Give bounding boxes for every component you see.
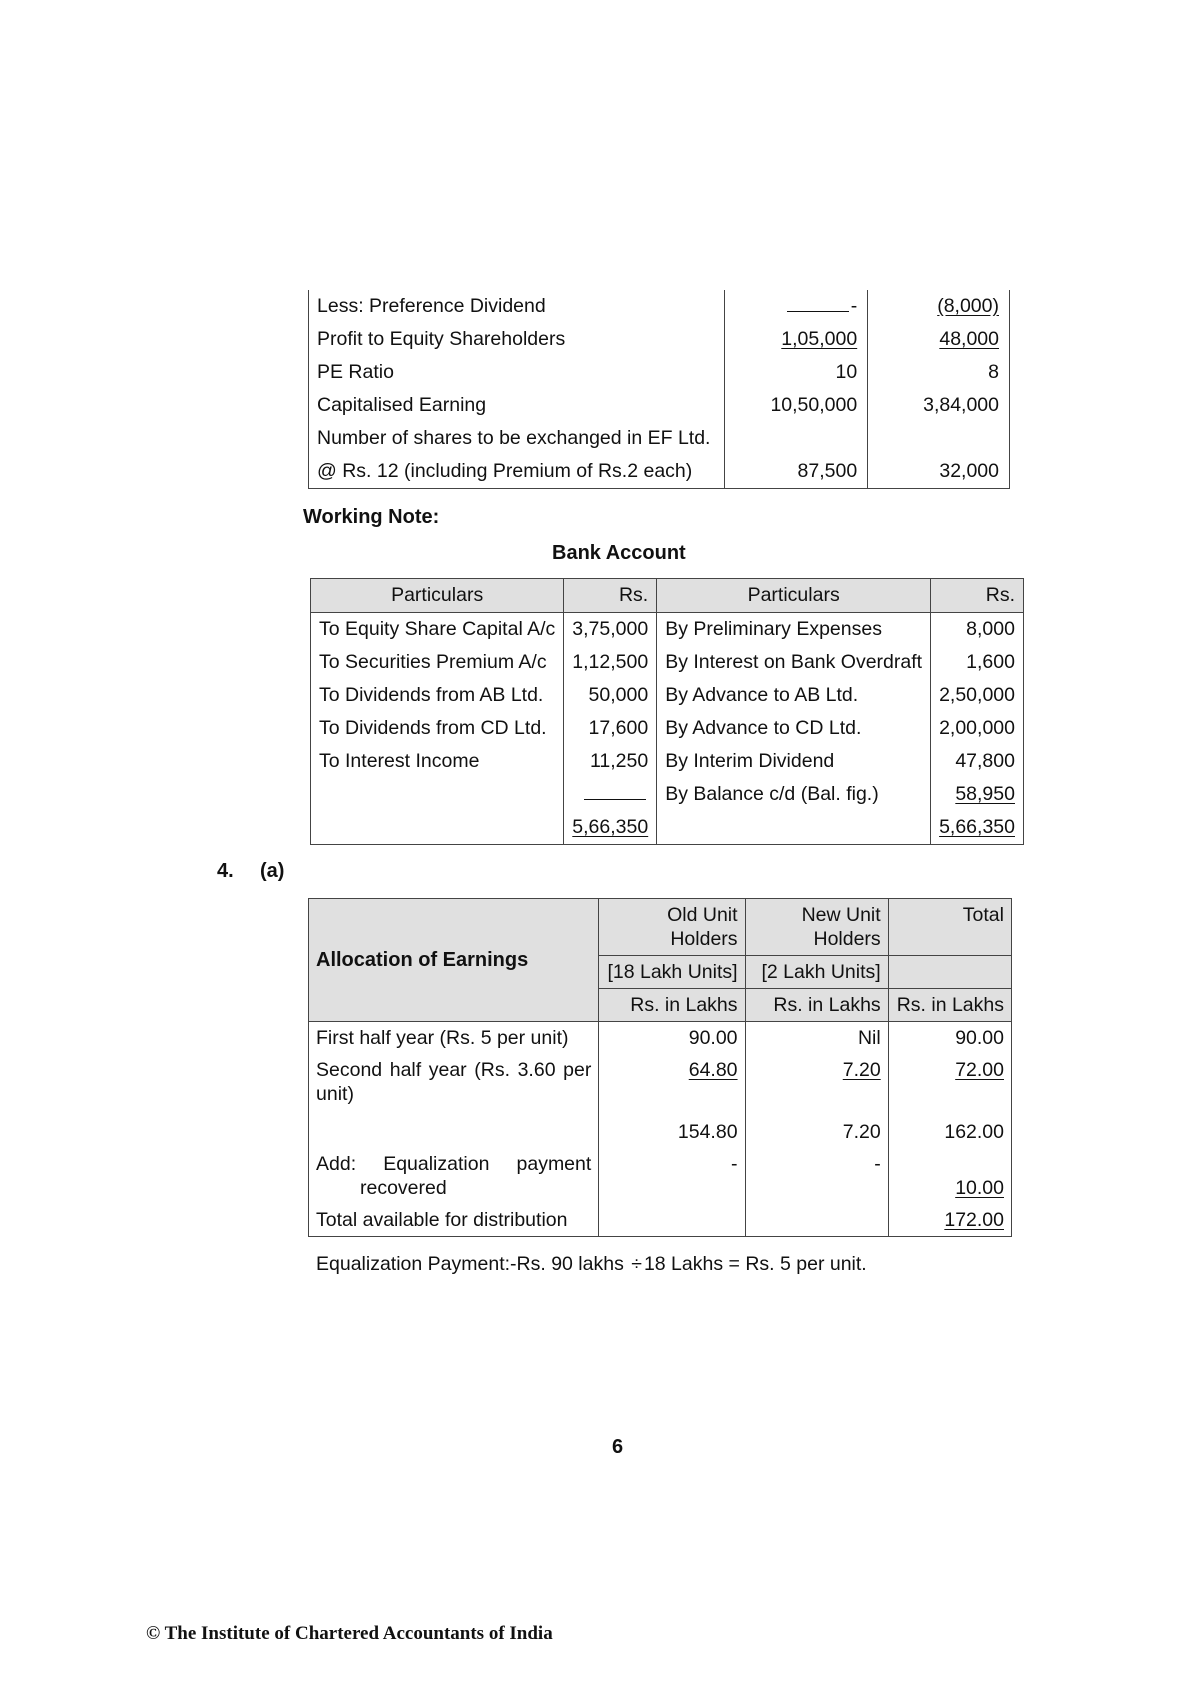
question-number: 4. xyxy=(217,860,234,882)
table-row xyxy=(309,1110,1012,1148)
equalization-note xyxy=(316,1253,867,1276)
table-row xyxy=(309,1204,1012,1237)
label-equalization: Equalization xyxy=(383,1153,490,1175)
bank-account-table xyxy=(310,578,1024,845)
cell-value: 48,000 xyxy=(868,323,1010,356)
header-new-unit-holders: New Unit Holders xyxy=(745,899,888,956)
cell: To Equity Share Capital A/c xyxy=(311,613,564,647)
unit-label-total: Rs. in Lakhs xyxy=(888,989,1011,1022)
total-right: 5,66,350 xyxy=(931,811,1024,845)
cell: 50,000 xyxy=(564,679,657,712)
cell: 3,75,000 xyxy=(564,613,657,647)
header-old-unit-holders: Old Unit Holders xyxy=(599,899,745,956)
cell: By Advance to AB Ltd. xyxy=(657,679,931,712)
cell xyxy=(311,778,564,811)
cell-value xyxy=(725,422,868,455)
table-header-row xyxy=(309,899,1012,956)
cell-total: 162.00 xyxy=(888,1110,1011,1148)
cell-old: 154.80 xyxy=(599,1110,745,1148)
cell xyxy=(564,778,657,811)
footer-copyright: © The Institute of Chartered Accountants of India xyxy=(146,1623,553,1644)
cell: 11,250 xyxy=(564,745,657,778)
label-payment: payment xyxy=(516,1153,592,1175)
cell: 8,000 xyxy=(931,613,1024,647)
cell: 2,50,000 xyxy=(931,679,1024,712)
row-label: PE Ratio xyxy=(309,356,725,389)
cell-new: 7.20 xyxy=(745,1054,888,1110)
table-row xyxy=(311,613,1024,647)
units-new: [2 Lakh Units] xyxy=(745,956,888,989)
table-row xyxy=(309,455,1010,489)
cell xyxy=(311,811,564,845)
cell: By Interim Dividend xyxy=(657,745,931,778)
cell-old: 64.80 xyxy=(599,1054,745,1110)
row-label: First half year (Rs. 5 per unit) xyxy=(309,1022,599,1055)
cell: By Advance to CD Ltd. xyxy=(657,712,931,745)
units-old: [18 Lakh Units] xyxy=(599,956,745,989)
cell-old xyxy=(599,1204,745,1237)
cell-value: 10 xyxy=(725,356,868,389)
table-row xyxy=(309,290,1010,323)
cell-value: 87,500 xyxy=(725,455,868,489)
cell xyxy=(888,956,1011,989)
page-number: 6 xyxy=(612,1436,624,1458)
cell-total: 72.00 xyxy=(888,1054,1011,1110)
cell: 1,12,500 xyxy=(564,646,657,679)
cell: 47,800 xyxy=(931,745,1024,778)
header-total: Total xyxy=(888,899,1011,956)
cell-new: 7.20 xyxy=(745,1110,888,1148)
working-note-heading: Working Note: xyxy=(303,506,440,528)
cell-value: 1,05,000 xyxy=(725,323,868,356)
table-total-row xyxy=(311,811,1024,845)
pe-ratio-table xyxy=(308,290,1010,489)
cell: 58,950 xyxy=(931,778,1024,811)
row-label: Total available for distribution xyxy=(309,1204,599,1237)
cell-value: (8,000) xyxy=(868,290,1010,323)
allocation-title: Allocation of Earnings xyxy=(309,899,599,1022)
cell: 17,600 xyxy=(564,712,657,745)
row-label: Capitalised Earning xyxy=(309,389,725,422)
cell: To Interest Income xyxy=(311,745,564,778)
row-label xyxy=(309,1148,599,1204)
cell: To Dividends from AB Ltd. xyxy=(311,679,564,712)
unit-label-old: Rs. in Lakhs xyxy=(599,989,745,1022)
table-row xyxy=(309,1022,1012,1055)
bank-account-title: Bank Account xyxy=(552,542,686,564)
cell-total: 10.00 xyxy=(888,1148,1011,1204)
table-row xyxy=(309,1148,1012,1204)
table-row xyxy=(309,1054,1012,1110)
header-particulars: Particulars xyxy=(311,579,564,613)
cell: 1,600 xyxy=(931,646,1024,679)
table-row xyxy=(309,323,1010,356)
table-row xyxy=(309,422,1010,455)
header-rs: Rs. xyxy=(564,579,657,613)
cell-value: - xyxy=(725,290,868,323)
table-row xyxy=(309,356,1010,389)
cell: By Interest on Bank Overdraft xyxy=(657,646,931,679)
label-recovered: recovered xyxy=(360,1177,447,1199)
cell-old: 90.00 xyxy=(599,1022,745,1055)
cell-new: Nil xyxy=(745,1022,888,1055)
row-label xyxy=(309,1110,599,1148)
cell-old: - xyxy=(599,1148,745,1204)
table-row xyxy=(311,745,1024,778)
allocation-table xyxy=(308,898,1012,1237)
table-row xyxy=(311,712,1024,745)
cell: 2,00,000 xyxy=(931,712,1024,745)
cell-value: 3,84,000 xyxy=(868,389,1010,422)
cell-value: 32,000 xyxy=(868,455,1010,489)
row-label: Number of shares to be exchanged in EF Ltd. xyxy=(309,422,725,455)
table-row xyxy=(311,679,1024,712)
table-row xyxy=(311,778,1024,811)
cell-value xyxy=(868,422,1010,455)
cell: To Dividends from CD Ltd. xyxy=(311,712,564,745)
row-label: @ Rs. 12 (including Premium of Rs.2 each) xyxy=(309,455,725,489)
question-part: (a) xyxy=(260,860,285,882)
cell: To Securities Premium A/c xyxy=(311,646,564,679)
division-symbol: ÷ xyxy=(631,1253,642,1275)
cell-new: - xyxy=(745,1148,888,1204)
label-add: Add: xyxy=(316,1153,357,1175)
cell: By Balance c/d (Bal. fig.) xyxy=(657,778,931,811)
cell xyxy=(657,811,931,845)
cell-new xyxy=(745,1204,888,1237)
row-label: Profit to Equity Shareholders xyxy=(309,323,725,356)
cell: By Preliminary Expenses xyxy=(657,613,931,647)
header-particulars: Particulars xyxy=(657,579,931,613)
cell-value: 8 xyxy=(868,356,1010,389)
header-rs: Rs. xyxy=(931,579,1024,613)
total-left: 5,66,350 xyxy=(564,811,657,845)
row-label: Second half year (Rs. 3.60 per unit) xyxy=(309,1054,599,1110)
cell-total: 90.00 xyxy=(888,1022,1011,1055)
row-label: Less: Preference Dividend xyxy=(309,290,725,323)
note-suffix: 18 Lakhs = Rs. 5 per unit. xyxy=(643,1253,867,1275)
table-row xyxy=(311,646,1024,679)
table-row xyxy=(309,389,1010,422)
note-prefix: Equalization Payment:-Rs. 90 lakhs xyxy=(316,1253,624,1275)
unit-label-new: Rs. in Lakhs xyxy=(745,989,888,1022)
cell-value: 10,50,000 xyxy=(725,389,868,422)
cell-total: 172.00 xyxy=(888,1204,1011,1237)
table-header-row xyxy=(311,579,1024,613)
